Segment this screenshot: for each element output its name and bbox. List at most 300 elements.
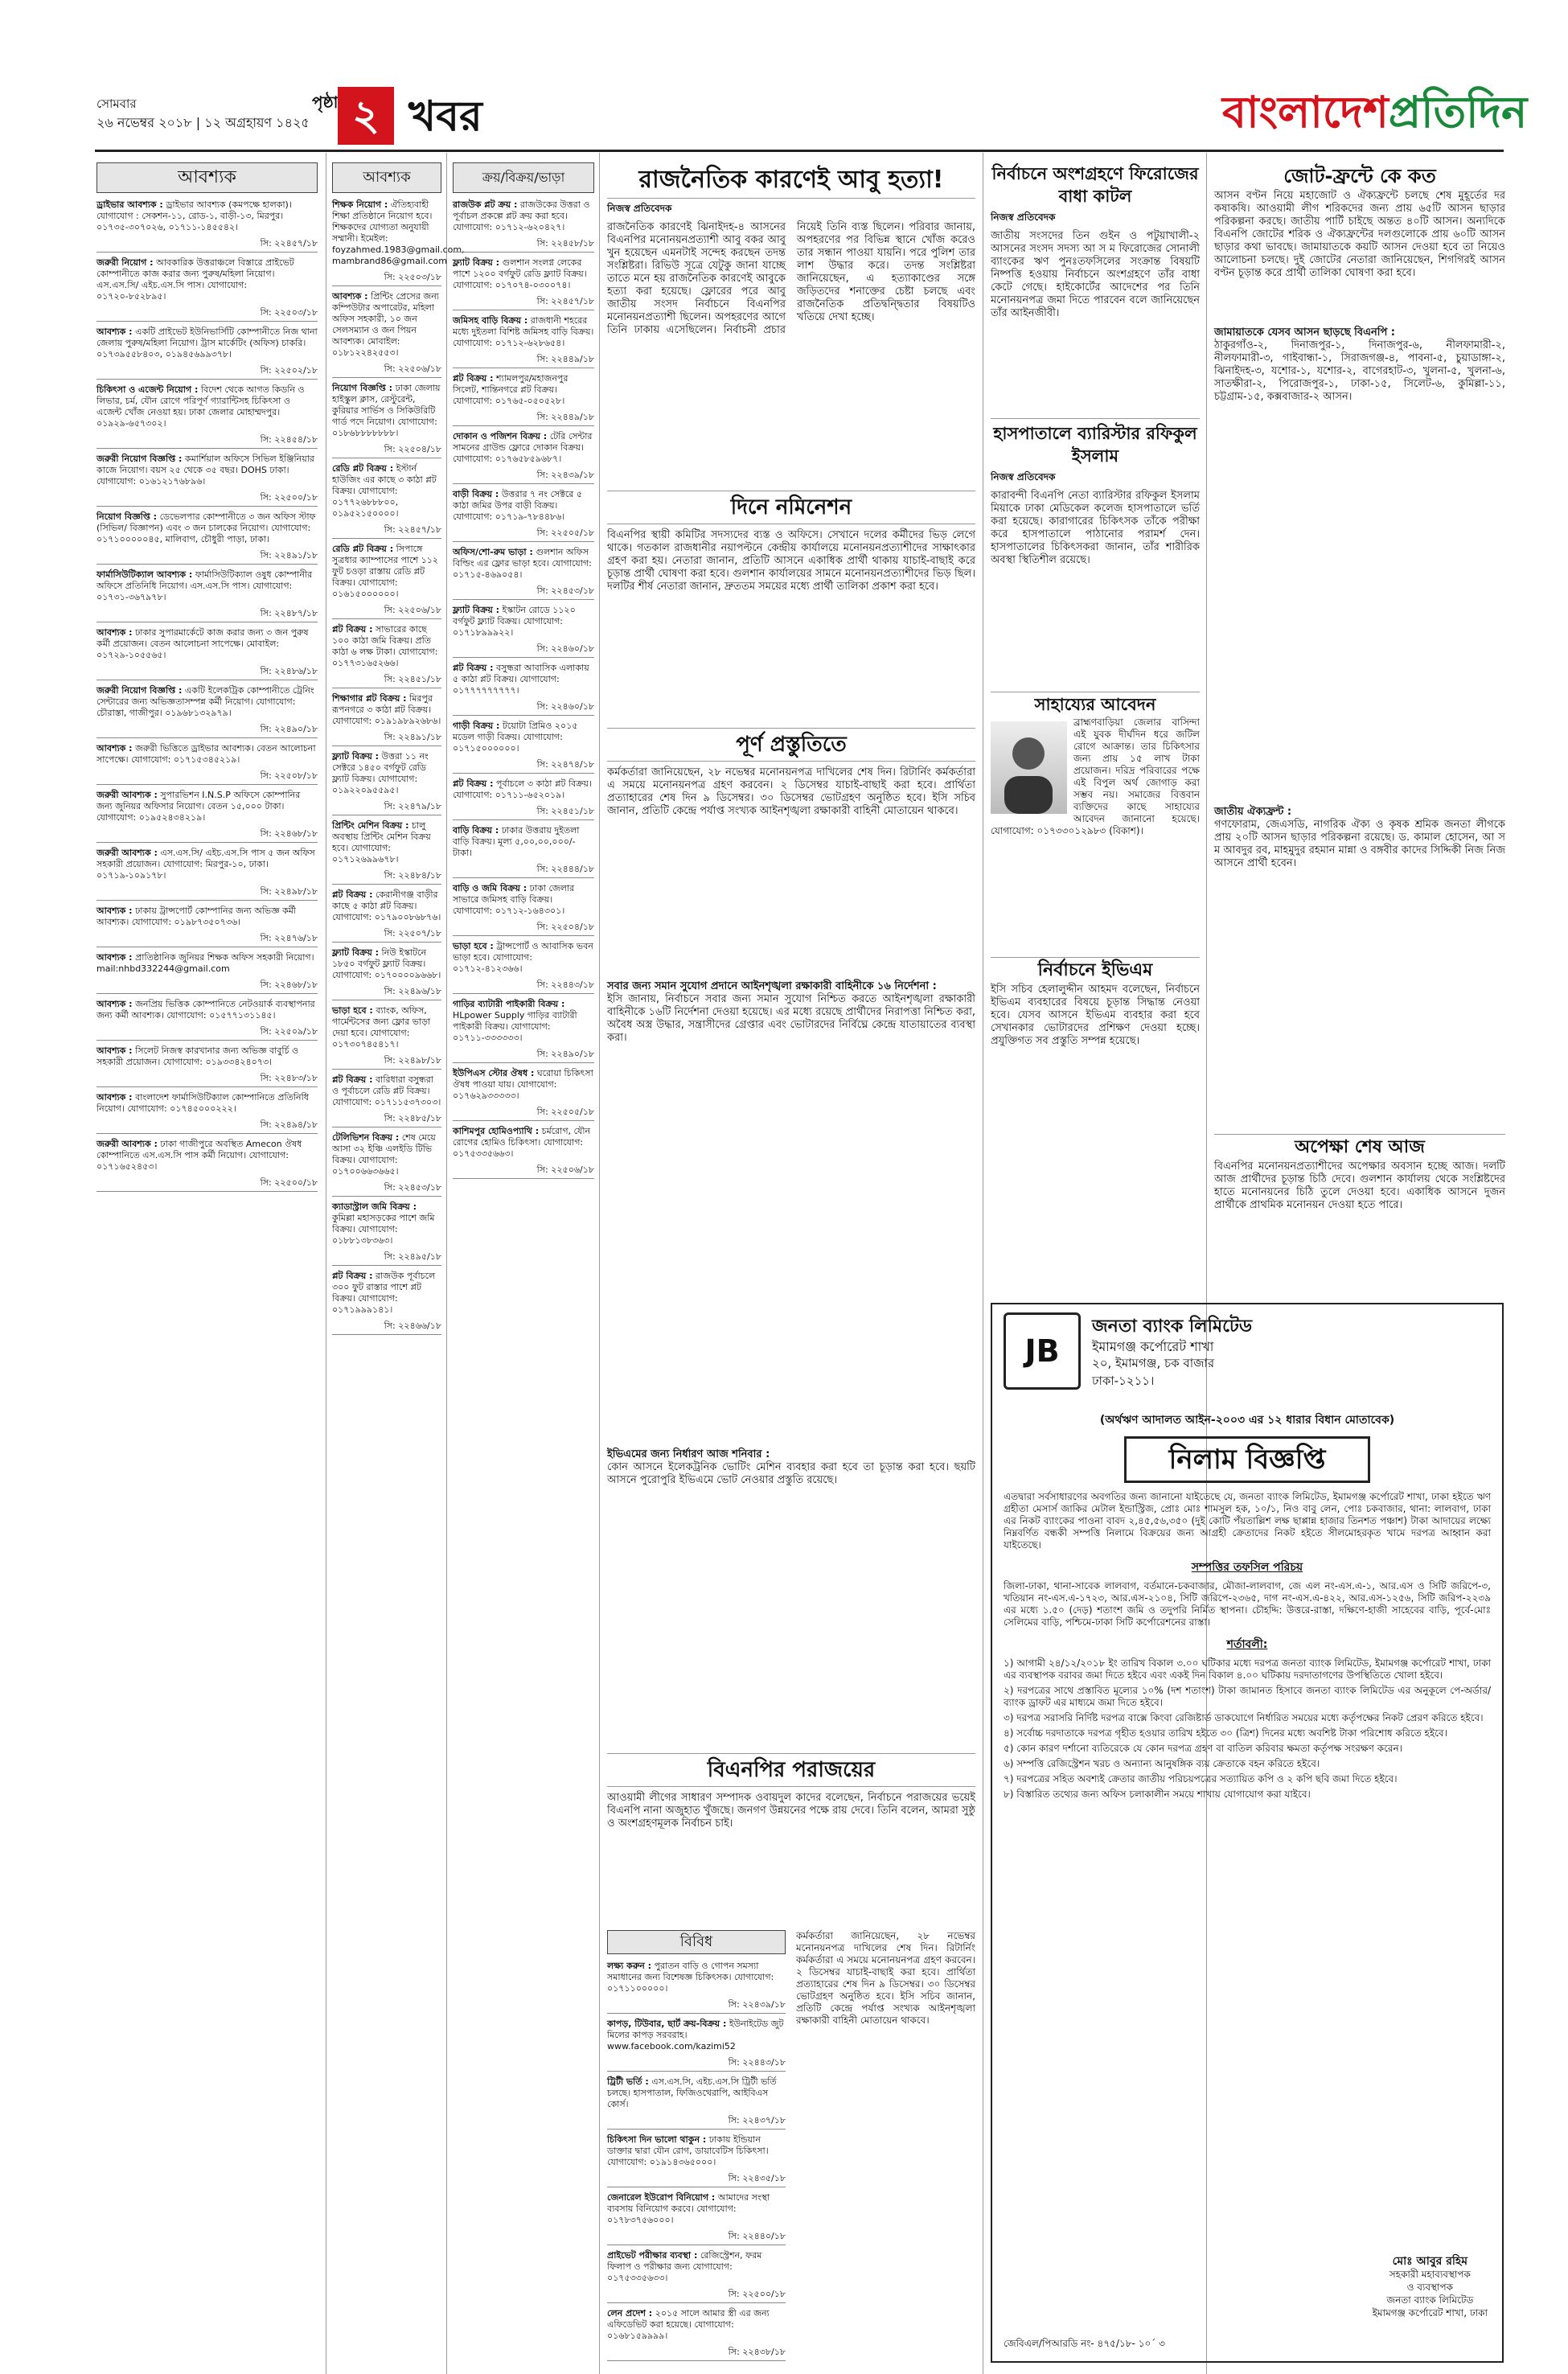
classified-ad-ref: সি: ২২৫০২/১৮	[96, 365, 318, 380]
classified-ad	[453, 883, 594, 917]
classified-column-2	[332, 162, 465, 2366]
classified-ad-title: জরুরী নিয়োগ বিজ্ঞপ্তি :	[96, 685, 183, 696]
classified-ad	[332, 463, 441, 520]
article-remnant	[796, 1930, 975, 2364]
classified-ad-text: ঐতিহ্যবাহী শিক্ষা প্রতিষ্ঠানে নিয়োগ হবে। শিক্ষকদের যোগ্যতা অনুযায়ী সম্মানী। ইমেইল: foyzahmed.1983@gmail.com, mambrand86@gmail.com	[332, 199, 465, 266]
classified-ad-title: টেলিভিশন বিক্রয় :	[332, 1132, 400, 1143]
classified-ad-text: ব্যাংক, অফিস, গার্মেন্টসের জন্য ফ্লোর ভাড়া দেয়া হবে। যোগাযোগ: ০১৭৩০৭৪৫৪১৭।	[332, 1005, 431, 1049]
classified-ad-ref: সি: ২২৫০৫/১৮	[453, 1107, 594, 1121]
classified-ad-title: গাড়ী বিক্রয় :	[453, 721, 500, 731]
article-body: আসন বণ্টন নিয়ে মহাজোট ও ঐক্যফ্রন্টে চলছে শেষ মুহূর্তের দর কষাকষি। আওয়ামী লীগ শরিকদের জন্য প্রায় ৬৫টি আসন ছাড়ার পরিকল্পনা করছে। জাতীয় পার্টি চাইছে অন্তত ৪০টি আসন। অন্যদিকে বিএনপি জোটের শরিক ও ঐক্যফ্রন্টের দলগুলোকে প্রায় ৬০টি আসন ছাড়ার কথা ভাবছে। জামায়াতকে কয়টি আসন দেওয়া হবে তা নিয়েও আলোচনা চলছে। দুই জোটের নেতারা জানিয়েছেন, শিগগিরই আসন বণ্টন চূড়ান্ত করে প্রার্থী তালিকা ঘোষণা করা হবে।	[1214, 190, 1505, 279]
classified-ad	[332, 693, 441, 727]
classified-ad-text: প্রাতিষ্ঠানিক জুনিয়র শিক্ষক অফিস সহকারী নিয়োগ। mail:nhbd332244@gmail.com	[96, 952, 314, 974]
classified-ad-title: রেডি প্লট বিক্রয় :	[332, 463, 394, 474]
byline: নিজস্ব প্রতিবেদক	[991, 212, 1056, 223]
classified-ad-title: জরুরী আবশ্যক :	[96, 848, 158, 858]
classified-ad-text: উত্তরা ১১ নং সেক্টরে ১৪৫০ বর্গফুট রেডি ফ্ল্যাট বিক্রয়। যোগাযোগ: ০১৯২২০৯৫৫৯৫।	[332, 751, 429, 795]
bank-logo	[1004, 1312, 1081, 1390]
article-rafiqul	[991, 418, 1200, 691]
page-label: পৃষ্ঠা	[312, 92, 339, 112]
classified-ad	[453, 199, 594, 233]
classified-ad-text: রাজউকের উত্তরা ও পূর্বাচল প্রকল্পে প্লট ক্রয় করা হবে। যোগাযোগ: ০১৭১২-৬২০৪২৭।	[453, 199, 590, 232]
law-reference: (অর্থঋণ আদালত আইন-২০০৩ এর ১২ ধারার বিধান মোতাবেক)	[1099, 1414, 1395, 1427]
classified-ad-ref: সি: ২২৪৫৭/১৮	[453, 296, 594, 310]
auction-notice-ad	[991, 1303, 1504, 2363]
classified-ad-text: উত্তরার ৭ নং সেক্টরে ৫ কাঠা জমির উপর বাড়ী বিক্রয়। যোগাযোগ: ০১৭১৯-৭৮৪৪৮৬।	[453, 489, 582, 522]
classified-ad-text: ঢাকায় ট্রান্সপোর্ট কোম্পানির জন্য অভিজ্ঞ কর্মী আবশ্যক। যোগাযোগ: ০১৯৮৭৩৫০৭৩৬।	[96, 906, 297, 927]
classified-ad	[96, 952, 318, 975]
classified-ad	[96, 627, 318, 661]
term-item: ৮) বিস্তারিত তথ্যের জন্য অফিস চলাকালীন সময়ে শাখায় যোগাযোগ করা যাইবে।	[1004, 1789, 1311, 1800]
classified-ad-ref: সি: ২২৪৬০/১৮	[453, 701, 594, 716]
article-body: রাজনৈতিক কারণেই ঝিনাইদহ-৪ আসনের বিএনপির মনোনয়নপ্রত্যাশী আবু বকর আবু খুন হয়েছেন এমনটাই সন্দেহ করছেন তদন্ত সংশ্লিষ্টরা। রিভিউ সূত্রে যেটুকু জানা যাচ্ছে তাতে মনে হয় রাজনৈতিক কারণেই আবুকে হত্যা করা হয়েছে। ফ্লোরের পরে আবু জাতীয় সংসদ নির্বাচনে বিএনপির মনোনয়নপ্রত্যাশী ছিলেন। অপহরণের আগে তিনি ঢাকায় এসেছিলেন। নির্বাচনী প্রচার নিয়েই তিনি ব্যস্ত ছিলেন। পরিবার জানায়, অপহরণের পর বিভিন্ন স্থানে খোঁজ করেও তার সন্ধান পাওয়া যায়নি। পরে পুলিশ তার লাশ উদ্ধার করে। তদন্ত সংশ্লিষ্টরা জানিয়েছেন, এ হত্যাকাণ্ডের সঙ্গে জড়িতদের শনাক্তের চেষ্টা চলছে এবং রাজনৈতিক প্রতিদ্বন্দ্বিতার বিষয়টিও খতিয়ে দেখা হচ্ছে।	[607, 221, 975, 336]
classified-ad-title: বাড়ি বিক্রয় :	[453, 825, 499, 836]
article-body: কর্মকর্তারা জানিয়েছেন, ২৮ নভেম্বর মনোনয়নপত্র দাখিলের শেষ দিন। রিটার্নিং কর্মকর্তারা এ সময়ে মনোনয়নপত্র গ্রহণ করবেন। ২ ডিসেম্বর যাচাই-বাছাই করা হবে। প্রার্থিতা প্রত্যাহারের শেষ দিন ৯ ডিসেম্বর। ৩০ ডিসেম্বর ভোটগ্রহণ অনুষ্ঠিত হবে। ইসি সচিব জানান, প্রতিটি কেন্দ্রে পর্যাপ্ত সংখ্যক আইনশৃঙ্খলা রক্ষাকারী বাহিনী মোতায়েন থাকবে।	[796, 1930, 975, 2026]
article-firoz	[991, 162, 1200, 431]
terms-list	[1004, 1657, 1491, 1801]
brand-logo	[1222, 80, 1527, 145]
article-body: জাতীয় সংসদের তিন গুইন ও পটুয়াখালী-২ আসনের সংসদ সদস্য আ স ম ফিরোজের সোনালী ব্যাংকের ঋণ পুনঃতফসিলের সংক্রান্ত বিষয়টি নিষ্পত্তি হওয়ায় নির্বাচনে অংশগ্রহণে তাঁর বাধা কেটে গেছে। হাইকোর্টের আদেশের পর তিনি মনোনয়নপত্র জমা দিতে পারবেন বলে জানিয়েছেন তাঁর আইনজীবী।	[991, 230, 1200, 319]
headline-rafiqul: হাসপাতালে ব্যারিস্টার রফিকুল ইসলাম	[991, 418, 1200, 467]
classified-ad-ref: সি: ২২৪৯১/১৮	[332, 732, 441, 746]
classified-ad	[607, 2076, 786, 2110]
signer-title: সহকারী মহাব্যবস্থাপক	[1389, 2269, 1471, 2280]
classified-ad-ref: সি: ২২৪৫৩/১৮	[453, 585, 594, 600]
classified-ad-title: জেনারেল ইউরোপ বিনিয়োগ :	[607, 2192, 716, 2203]
headline-alliance: জোট-ফ্রন্টে কে কত	[1283, 165, 1436, 187]
classified-ad-text: জরুরী ভিত্তিতে ড্রাইভার আবশ্যক। বেতন আলোচনা সাপেক্ষে। যোগাযোগ: ০১৭১৫৩৪৫২১৯।	[96, 743, 316, 765]
bank-address-1: ২০, ইমামগঞ্জ, চক বাজার	[1092, 1356, 1215, 1370]
classified-ad	[453, 999, 594, 1044]
classified-ad-ref: সি: ২২৫০৬/১৮	[332, 605, 441, 619]
classified-ad-text: জনপ্রিয় ভিত্তিক কোম্পানিতে নেটওয়ার্ক ব্যবস্থাপনার জন্য কর্মী আবশ্যক। যোগাযোগ: ০১৫৭৭১৩১১৪৫।	[96, 999, 315, 1021]
auction-intro: এতদ্বারা সর্বসাধারণের অবগতির জন্য জানানো যাইতেছে যে, জনতা ব্যাংক লিমিটেড, ইমামগঞ্জ কর্পোরেট শাখা, ঢাকা হইতে ঋণ গ্রহীতা মেসার্স জাকির মেটাল ইন্ডাস্ট্রিজ, প্রোঃ মোঃ শামসুল হক, ১০/১, নিও বাবু লেন, পোঃ চকবাজার, থানা: লালবাগ, ঢাকা এর নিকট ব্যাংকের পাওনা বাবদ ২,৪৫,৫৬,৩৫০ (দুই কোটি পঁয়তাল্লিশ লক্ষ ছাপ্পান্ন হাজার তিনশত পঞ্চাশ) টাকা আদায়ের লক্ষ্যে নিম্নবর্ণিত বন্ধকী সম্পত্তি নিলামে বিক্রয়ের জন্য আগ্রহী ক্রেতাদের নিকট হইতে সীলমোহরকৃত খামে দরপত্র আহ্বান করা যাইতেছে।	[1004, 1491, 1491, 1550]
classified-ad-text: ফার্মাসিউটিক্যাল ওষুধ কোম্পানীর অফিসে প্রতিনিধি নিয়োগ। এস.এস.সি পাস। যোগাযোগ: ০১৭৩১-৩৬৭৯৭৮।	[96, 569, 313, 602]
classified-ad-text: রেজিস্ট্রেশন, ফরম ফিলাপ ও পরীক্ষার জন্য যোগাযোগ: ০১৭৫৩৩৫৬৩৩।	[607, 2250, 762, 2283]
classified-ad-ref: সি: ২২৪৩৯/১৮	[453, 470, 594, 484]
classified-ad-title: চিকিৎসা দিন ভালো থাকুন :	[607, 2134, 707, 2145]
classified-column-4	[607, 1930, 786, 2364]
classified-ad-ref: সি: ২২৪৯৪/১৮	[96, 1119, 318, 1134]
signer-title: ও ব্যবস্থাপক	[1406, 2282, 1454, 2293]
article-body: কোন আসনে ইলেকট্রনিক ভোটিং মেশিন ব্যবহার করা হবে তা চূড়ান্ত করা হবে। ছয়টি আসনে পুরোপুরি ইভিএমে ভোট নেওয়ার প্রস্তুতি রয়েছে।	[607, 1461, 975, 1486]
ad-footer-code: জেবিএল/পিআরডি নং- ৪৭৫/১৮- ১০´ ৩	[1004, 2338, 1165, 2349]
classified-ad-title: লেন প্রদেশ :	[607, 2308, 653, 2319]
classified-ad	[453, 941, 594, 975]
classified-ad-ref: সি: ২২৫০৪/১৮	[453, 922, 594, 936]
classified-ad-text: একটি প্রাইভেট ইউনিভার্সিটি কোম্পানীতে নিজ থানা জেলায় পুরুষ/মহিলা নিয়োগ। ট্রাস মার্কেটিং (অফিস) চাকরি। ০১৭৩৯৫৫৮৪০৩, ০১৯৪৫৬৯৯৩৭৮।	[96, 327, 318, 359]
classified-ad-ref: সি: ২২৪৮৫/১৮	[332, 1113, 441, 1127]
classified-ad-title: ইউপিএস স্টোর ঔষধ :	[453, 1068, 535, 1078]
classified-ad-ref: সি: ২২৪৬৮/১৮	[96, 980, 318, 994]
classified-ad	[332, 889, 441, 923]
classified-ad-text: ড্রাইভার আবশ্যক (কমপক্ষে হালকা)। যোগাযোগ : সেকশন-১১, রোড-১, বাড়ী-১৩, মিরপুর। ০১৭৩৫-৩০৭০২৬, ০১৭১১-১৪৫৫৪২।	[96, 199, 292, 232]
classified-ad-ref: সি: ২২৪৮৭/১৮	[96, 608, 318, 622]
classified-ad-title: আবশ্যক :	[96, 1045, 133, 1056]
classified-ad	[96, 569, 318, 603]
classified-ad-ref: সি: ২২৪৯৫/১৮	[332, 1251, 441, 1266]
classified-ad-title: কাপড়, টিউবার, ছার্ট ক্রয়-বিক্রয় :	[607, 2019, 727, 2029]
classified-ad-text: মিরপুর রূপনগরে ৩ কাঠা প্লট বিক্রয়। যোগাযোগ: ০১৯১৯৮৯২৬৮৬।	[332, 693, 441, 726]
term-item: ১) আগামী ২৪/১২/২০১৮ ইং তারিখ বিকাল ৩.০০ ঘটিকার মধ্যে দরপত্র জনতা ব্যাংক লিমিটেড, ইমামগঞ্জ কর্পোরেট শাখা, ঢাকা এর ব্যবস্থাপক বরাবর জমা দিতে হইবে এবং একই দিন বিকাল ৪.০০ ঘটিকায় দরদাতাগণের উপস্থিতিতে খোলা হইবে।	[1004, 1657, 1491, 1681]
classified-list	[453, 199, 594, 1179]
term-item: ৫) কোন কারণ দর্শানো ব্যতিরেকে যে কোন দরপত্র গ্রহণ বা বাতিল করিবার ক্ষমতা কর্তৃপক্ষ সংরক্ষণ করেন।	[1004, 1743, 1402, 1754]
article-body: বিএনপির মনোনয়নপ্রত্যাশীদের অপেক্ষার অবসান হচ্ছে আজ। দলটি আজ প্রার্থীদের চূড়ান্ত চিঠি দেবে। গুলশান কার্যালয় থেকে সংশ্লিষ্টদের হাতে মনোনয়নের চিঠি তুলে দেওয়া হবে। একাধিক আসনে দুজন প্রার্থীকে প্রাথমিক মনোনয়ন দেওয়া হতে পারে।	[1214, 1160, 1505, 1211]
classified-ad-ref: সি: ২২৪৯৮/১৮	[96, 886, 318, 901]
article-nomination	[607, 491, 975, 738]
headline-evm: নির্বাচনে ইভিএম	[991, 957, 1200, 984]
classified-ad-ref: সি: ২২৪৫৩/১৮	[332, 1182, 441, 1197]
classified-ad-title: আবশ্যক :	[96, 952, 133, 963]
page-number: ২	[352, 92, 380, 140]
bank-header	[1004, 1312, 1491, 1407]
article-subhead: জাতীয় ঐক্যফ্রন্ট :	[1214, 806, 1292, 818]
classified-ad	[453, 1068, 594, 1102]
schedule-title: সম্পত্তির তফসিল পরিচয়	[1191, 1561, 1303, 1574]
classified-ad-text: ডেভেলপার কোম্পানীতে ৩ জন অফিস স্টাফ (সিভিল/ বিজ্ঞাপন) এবং ৩ জন চালকের নিয়োগ। যোগাযোগ: ০১৭১০০০০০৪৫, মালিবাগ, চৌধুরী পাড়া, ঢাকা।	[96, 511, 316, 544]
classified-ad-title: জরুরী আবশ্যক :	[96, 1139, 158, 1149]
classified-ad-ref: সি: ২২৪৪৩/১৮	[607, 2057, 786, 2072]
bank-address-2: ঢাকা-১২১১।	[1092, 1374, 1155, 1388]
column-divider	[446, 153, 447, 2374]
classified-ad-ref: সি: ২২৪৩৮/১৮	[607, 2347, 786, 2361]
classified-ad-text: বসুন্ধরা আবাসিক এলাকায় ৫ কাঠা প্লট বিক্রয়। যোগাযোগ: ০১৭৭৭৭৭৭৭৭৭।	[453, 663, 589, 696]
classified-ad-title: গাড়ির ব্যাটারী পাইকারী বিক্রয় :	[453, 999, 565, 1009]
classified-ad-title: আবশ্যক :	[96, 627, 133, 638]
term-item: ২) দরপত্রের সাথে প্রস্তাবিত মূল্যের ১০% (দশ শতাংশ) টাকা জামানত হিসাবে জনতা ব্যাংক লিমিটেড এর অনুকূলে পে-অর্ডার/ব্যাংক ড্রাফট এর মাধ্যমে জমা দিতে হইবে।	[1004, 1685, 1491, 1708]
classified-ad-title: শিক্ষাগার প্লট বিক্রয় :	[332, 693, 407, 704]
masthead	[0, 0, 1568, 153]
classified-ad-text: নিউ ইস্কাটনে ১৮৫০ বর্গফুট ফ্ল্যাট বিক্রয়। যোগাযোগ: ০১৭০০০০৯৬৬৮।	[332, 947, 441, 980]
classified-ad-ref: সি: ২২৪৯৬/১৮	[332, 986, 441, 1000]
classified-ad-title: ভাড়া হবে :	[453, 941, 494, 951]
classified-ad-text: টেরি সেন্টার সামনের গ্রাউন্ড ফ্লোরে দোকান বিক্রয়। যোগাযোগ: ০১৭৬৫৮৫৯৬৮৭।	[453, 431, 593, 464]
classified-header: আবশ্যক	[332, 162, 441, 193]
classified-ad-title: ফ্ল্যাট বিক্রয় :	[332, 947, 380, 958]
classified-ad-ref: সি: ২২৪৬০/১৮	[453, 643, 594, 658]
classified-ad-ref: সি: ২২৪৭৯/১৮	[332, 801, 441, 815]
classified-ad-text: আমাদের সংস্থা ব্যবসায় বিনিয়োগ করবে। যোগাযোগ: ০১৭৮৩৭৫৬০০০।	[607, 2192, 770, 2225]
classified-ad-text: ইস্টার্ন হাউজিং এর কাছে ৩ কাঠা প্লট বিক্রয়। যোগাযোগ: ০১৭৭২৬৮৮৮০০, ০১৯৫২১৫০০০০।	[332, 463, 437, 519]
classified-ad-title: জরুরী আবশ্যক :	[96, 790, 158, 800]
classified-ad	[332, 624, 441, 669]
classified-ad	[332, 291, 441, 359]
classified-ad-title: আবশ্যক :	[96, 327, 133, 337]
classified-ad	[96, 257, 318, 302]
classified-ad	[453, 663, 594, 696]
classified-list	[96, 199, 318, 1192]
classified-ad-title: আবশ্যক :	[96, 906, 133, 916]
classified-ad-text: ঘরোয়া চিকিৎসা ঔষধ পাওয়া যায়। যোগাযোগ: ০১৭৬২৯৩৩৩৩৩।	[453, 1068, 593, 1101]
classified-ad-title: নিয়োগ বিজ্ঞপ্তি :	[332, 383, 393, 393]
classified-ad-text: সিপাঙ্গে সুত্রধার ক্যাম্পাসের পাশে ১১২ ফুট চওড়া রাস্তায় রেডি প্লট বিক্রয়। যোগাযোগ: ০১৬১৫০০০০০০।	[332, 544, 439, 599]
classified-ad-text: প্রিন্টিং প্রেসের জন্য কম্পিউটার অপারেটর, মহিলা অফিস সহকারী, ১০ জন সেলসম্যান ও জন পিয়ন আবশ্যক। মোবাইল: ০১৮১২২৪২৫৫৩।	[332, 291, 439, 358]
classified-ad	[332, 1132, 441, 1177]
page-number-box	[338, 87, 394, 145]
byline: নিজস্ব প্রতিবেদক	[991, 471, 1056, 483]
classified-ad	[332, 544, 441, 600]
classified-ad-text: ঢাকায় ইন্ডিয়ান ডাক্তার দ্বারা যৌন রোগ, ডায়াবেটিস চিকিৎসা। যোগাযোগ: ০১৯১৪৩৬৫০০০।	[607, 2134, 769, 2167]
classified-ad-ref: সি: ২২৫০৯/১৮	[96, 1026, 318, 1041]
classified-ad-ref: সি: ২২৫০০/১৮	[607, 2289, 786, 2303]
classified-ad	[96, 1139, 318, 1173]
auction-title: নিলাম বিজ্ঞপ্তি	[1168, 1444, 1326, 1476]
classified-ad	[96, 848, 318, 881]
terms-title: শর্তাবলী:	[1226, 1638, 1268, 1651]
classified-ad-title: শিক্ষক নিয়োগ :	[332, 199, 388, 210]
classified-ad-text: চর্মরোগ, যৌন রোগের হোমিও চিকিৎসা। যোগাযোগ: ০১৭৫৩৩৫৬৬৩।	[453, 1126, 591, 1159]
term-item: ৭) দরপত্রের সহিত অবশ্যই ক্রেতার জাতীয় পরিচয়পত্রের সত্যায়িত কপি ও ২ কপি ছবি জমা দিতে হইবে।	[1004, 1773, 1398, 1785]
classified-ad	[453, 547, 594, 581]
classified-ad-text: ঢাকার সুপারমার্কেটে কাজ করার জন্য ৩ জন পুরুষ কর্মী প্রয়োজন। বেতন আলোচনা সাপেক্ষে। মোবাইল: ০১৭২৯-১০৫৫৬৫।	[96, 627, 309, 660]
article-body: ইসি সচিব হেলালুদ্দীন আহমদ বলেছেন, নির্বাচনে ইভিএম ব্যবহারের বিষয়ে চূড়ান্ত সিদ্ধান্ত নেওয়া হবে। যেসব আসনে ইভিএম ব্যবহার করা হবে সেখানকার ভোটারদের প্রশিক্ষণ দেওয়া হচ্ছে। প্রযুক্তিগত সব প্রস্তুতি সম্পন্ন হয়েছে।	[991, 984, 1200, 1047]
headline-waiting: অপেক্ষা শেষ আজ	[1214, 1134, 1505, 1160]
classified-ad-ref: সি: ২২৫০০/১৮	[96, 492, 318, 507]
classified-ad	[96, 790, 318, 824]
classified-ad	[453, 721, 594, 754]
article-subhead: সবার জন্য সমান সুযোগ প্রদানে আইনশৃঙ্খলা রক্ষাকারী বাহিনীকে ১৬ নির্দেশনা :	[607, 980, 937, 992]
classified-ad	[453, 605, 594, 639]
signer-name: মোঃ আবুর রহিম	[1392, 2255, 1468, 2268]
classified-ad-text: একটি ইলেকট্রিক কোম্পানীতে ট্রেনিং সেন্টারের জন্য অভিজ্ঞতাসম্পন্ন কর্মী নিয়োগ। যোগাযোগ: চৌরাস্তা, গাজীপুর। ০১৯৬৮১৩২৯৭৯।	[96, 685, 314, 718]
classified-ad	[96, 685, 318, 719]
classified-ad	[607, 2308, 786, 2342]
classified-ad-text: শ্যামলপুর/মহাজনপুর সিলেট, শান্তিনগরে প্লট বিক্রয়। যোগাযোগ: ০১৭৬৫-০৫০৫২৮।	[453, 373, 569, 406]
person-photo	[991, 721, 1067, 814]
classified-ad	[453, 778, 594, 801]
article-alliance	[1214, 162, 1505, 1116]
classified-ad-ref: সি: ২২৫০৬/১৮	[453, 1164, 594, 1179]
classified-column-1	[96, 162, 318, 2366]
classified-ad-title: জমিসহ বাড়ি বিক্রয় :	[453, 315, 528, 326]
classified-ad-title: প্লট বিক্রয় :	[332, 889, 373, 900]
classified-ad-text: সাভারের কাছে ১০০ কাঠা জমি বিক্রয়। প্রতি কাঠা ৬ লক্ষ টাকা। যোগাযোগ: ০১৭৭৩১৬৫২৬৬।	[332, 624, 438, 668]
classified-ad-ref: সি: ২২৪৮৬/১৮	[96, 666, 318, 680]
classified-ad-title: ভাড়া হবে :	[332, 1005, 373, 1016]
classified-ad-text: সুপারভিশন I.N.S.P অফিসে কোম্পানির জন্য জুনিয়র অফিসার নিয়োগ। বেতন ১৫,০০০ টাকা। যোগাযোগ: ০১৯৫২৪৩৪২১৯।	[96, 790, 301, 823]
article-body: ইসি জানায়, নির্বাচনে সবার জন্য সমান সুযোগ নিশ্চিত করতে আইনশৃঙ্খলা রক্ষাকারী বাহিনীকে ১৬টি নির্দেশনা দেওয়া হয়েছে। এর মধ্যে রয়েছে প্রার্থীদের নিরাপত্তা নিশ্চিত করা, অবৈধ অস্ত্র উদ্ধার, সন্ত্রাসীদের গ্রেপ্তার এবং ভোটারদের নির্বিঘ্নে কেন্দ্রে যাতায়াতের ব্যবস্থা করা।	[607, 993, 975, 1044]
classified-ad-title: ট্রিটী ভর্তি :	[607, 2076, 649, 2087]
classified-ad-text: HLpower Supply গাড়ির ব্যাটারী পাইকারী বিক্রয়। যোগাযোগ: ০১৭১১-৩৩৩৩৩৩।	[453, 1010, 577, 1043]
classified-ad	[96, 999, 318, 1021]
article-abu	[607, 162, 975, 487]
classified-ad-title: প্লট বিক্রয় :	[332, 1074, 373, 1085]
classified-ad	[96, 1045, 318, 1068]
classified-ad-text: টয়োটা প্রিমিও ২০১৫ মডেল গাড়ী বিক্রয়। যোগাযোগ: ০১৭১৫০০০০০০।	[453, 721, 578, 754]
classified-ad-title: জরুরী নিয়োগ :	[96, 257, 154, 268]
classified-ad-title: ড্রাইভার আবশ্যক :	[96, 199, 163, 210]
article-evm	[991, 957, 1200, 1193]
classified-ad-title: ফার্মাসিউটিক্যাল আবশ্যক :	[96, 569, 193, 580]
classified-ad	[332, 751, 441, 796]
classified-ad	[453, 257, 594, 291]
classified-ad-text: এস.এস.সি/ এইচ.এস.সি পাস ৫ জন অফিস সহকারী প্রয়োজন। যোগাযোগ: মিরপুর-১০, ঢাকা। ০১৭১৯-১০৯১৭৮।	[96, 848, 315, 881]
classified-header: ক্রয়/বিক্রয়/ভাড়া	[453, 162, 594, 193]
brand-part-a: বাংলাদেশ	[1222, 87, 1389, 138]
article-body: গণফোরাম, জেএসডি, নাগরিক ঐক্য ও কৃষক শ্রমিক জনতা লীগকে প্রায় ২০টি আসন ছাড়ার পরিকল্পনা রয়েছে। ড. কামাল হোসেন, আ স ম আবদুর রব, মাহমুদুর রহমান মান্না ও বঙ্গবীর কাদের সিদ্দিকী নিজ নিজ আসনে প্রার্থী হবেন।	[1214, 819, 1505, 869]
classified-ad-ref: সি: ২২৪৯০/১৮	[453, 1049, 594, 1063]
classified-ad	[607, 1961, 786, 1994]
classified-ad-title: ফ্ল্যাট বিক্রয় :	[332, 751, 380, 762]
classified-ad-title: আবশ্যক :	[96, 999, 133, 1009]
headline-help: সাহায্যের আবেদন	[991, 692, 1200, 717]
classified-ad-ref: সি: ২২৫০৪/১৮	[332, 444, 441, 458]
classified-ad-ref: সি: ২২৫০৬/১৮	[332, 363, 441, 378]
classified-ad	[332, 1271, 441, 1316]
classified-ad-ref: সি: ২২৪৭৪/১৮	[453, 759, 594, 774]
classified-ad-title: প্রিন্টিং মেশিন বিক্রয় :	[332, 820, 409, 831]
classified-ad-text: ট্রান্সপোর্ট ও আবাসিক ভবন ভাড়া হবে। যোগাযোগ: ০১৭১২-৪১২৩৬৬।	[453, 941, 593, 974]
classified-ad	[453, 315, 594, 349]
classified-ad-text: গুলশান অফিস বিল্ডিং এর ফ্লোর ভাড়া হবে। যোগাযোগ: ০১৭১৫-৪৬৯০৫৪।	[453, 547, 592, 580]
classified-ad-ref: সি: ২২৪৫৪/১৮	[96, 434, 318, 449]
classified-ad	[607, 2192, 786, 2226]
classified-ad-text: আবকারিক উত্তরাঞ্চলে বিস্তারে প্রাইভেট কোম্পানীতে কাজ করার জন্য পুরুষ/মহিলা নিয়োগ। এস.এস.সি/ এইচ.এস.সি পাস। যোগাযোগ: ০১৭২০-৮৫২৮৯৫।	[96, 257, 294, 302]
classified-ad-ref: সি: ২২৪৫৭/১৮	[332, 524, 441, 539]
classified-ad	[453, 1126, 594, 1160]
classified-ad-text: রাজধানী শহরের মধ্যে দুইতলা বিশিষ্ট জমিসহ বাড়ি বিক্রয়। যোগাযোগ: ০১৭১২-৬২৮৬৫৪।	[453, 315, 594, 348]
classified-ad-text: বারিধারা বসুন্ধরা ও পূর্বাচলে রেডি প্লট বিক্রয়। যোগাযোগ: ০১৭১১৫৩৭৩০৩।	[332, 1074, 441, 1107]
classified-ad-ref: সি: ২২৪৪৪/১৮	[453, 864, 594, 878]
term-item: ৪) সর্বোচ্চ দরদাতাকে দরপত্র গৃহীত হওয়ার তারিখ হইতে ৩০ (ত্রিশ) দিনের মধ্যে অবশিষ্ট টাকা পরিশোধ করিতে হইবে।	[1004, 1727, 1447, 1739]
classified-ad-ref: সি: ২২৪৪০/১৮	[607, 2231, 786, 2245]
classified-ad	[607, 2019, 786, 2052]
article-body: কর্মকর্তারা জানিয়েছেন, ২৮ নভেম্বর মনোনয়নপত্র দাখিলের শেষ দিন। রিটার্নিং কর্মকর্তারা এ সময়ে মনোনয়নপত্র গ্রহণ করবেন। ২ ডিসেম্বর যাচাই-বাছাই করা হবে। প্রার্থিতা প্রত্যাহারের শেষ দিন ৯ ডিসেম্বর। ৩০ ডিসেম্বর ভোটগ্রহণ অনুষ্ঠিত হবে। ইসি সচিব জানান, প্রতিটি কেন্দ্রে পর্যাপ্ত সংখ্যক আইনশৃঙ্খলা রক্ষাকারী বাহিনী মোতায়েন থাকবে।	[607, 766, 975, 817]
classified-ad-title: প্লট বিক্রয় :	[453, 373, 494, 384]
classified-ad-text: পুরাতন বাড়ি ও গোপন সমস্যা সমাধানের জন্য বিশেষজ্ঞ চিকিৎসক। যোগাযোগ: ০১৭১১০০০০০।	[607, 1961, 774, 1994]
classified-ad-ref: সি: ২২৪৫৭/১৮	[96, 238, 318, 253]
classified-ad	[96, 511, 318, 545]
classified-ad	[607, 2134, 786, 2168]
classified-ad	[96, 454, 318, 487]
classified-ad-text: সিলেট নিজস্ব কারখানার জন্য অভিজ্ঞ বাবুর্চি ও সহকারী প্রয়োজন। যোগাযোগ: ০১৯৩৩৪২৪০৭৩।	[96, 1045, 299, 1067]
article-waiting	[1214, 1134, 1505, 1289]
classified-ad-ref: সি: ২২৪৯১/১৮	[96, 550, 318, 565]
classified-ad	[453, 825, 594, 859]
classified-ad-title: ফ্ল্যাট বিক্রয় :	[453, 257, 500, 268]
classified-ad-title: নিয়োগ বিজ্ঞপ্তি :	[96, 511, 158, 522]
headline-nomination: দিনে নমিনেশন	[607, 491, 975, 524]
classified-ad-ref: সি: ২২৪৩৯/১৮	[607, 1999, 786, 2014]
headline-abu: রাজনৈতিক কারণেই আবু হত্যা!	[607, 162, 975, 199]
section-title: খবর	[408, 92, 482, 141]
signature-block	[1373, 2255, 1488, 2319]
column-divider	[599, 153, 600, 2374]
classified-ad-text: ২০১৫ সালে আমার স্ত্রী এর জন্য এফিডেভিট করা হয়েছে। যোগাযোগ: ০১৬৮১৫৯৯৯৯।	[607, 2308, 770, 2341]
classified-box-header: বিবিধ	[607, 1930, 786, 1954]
brand-part-b: প্রতিদিন	[1388, 87, 1528, 138]
classified-ad-ref: সি: ২২৪৫১/১৮	[453, 806, 594, 820]
classified-ad-text: শেষ মেয়ে আসা ৩২ ইঞ্চি এলইডি টিভি বিক্রয়। যোগাযোগ: ০১৭০০৬৬৩৬৬৫।	[332, 1132, 436, 1177]
classified-ad-ref: সি: ২২৫০০/১৮	[96, 1177, 318, 1192]
classified-ad-ref: সি: ২২৫০৩/১৮	[96, 307, 318, 322]
classified-ad-text: রাজউক পূর্বাচলে ৩০০ ফুট রাস্তার পাশে প্লট বিক্রয়। যোগাযোগ: ০১৭১৯৯৯১৪১।	[332, 1271, 436, 1315]
signer-title: জনতা ব্যাংক লিমিটেড	[1386, 2294, 1474, 2306]
classified-ad-title: ফ্ল্যাট বিক্রয় :	[453, 605, 500, 615]
classified-ad-ref: সি: ২২৪৪৯/১৮	[453, 354, 594, 368]
classified-ad-ref: সি: ২২৪৯৮/১৮	[332, 1055, 441, 1070]
classified-ad	[332, 1201, 441, 1247]
classified-ad	[607, 2250, 786, 2284]
article-subhead: ইভিএমের জন্য নির্ধারণ আজ শনিবার :	[607, 1448, 770, 1460]
classified-list	[607, 1961, 786, 2361]
classified-list	[332, 199, 465, 1335]
classified-ad-ref: সি: ২২৪৩৫/১৮	[607, 2173, 786, 2187]
classified-ad-ref: সি: ২২৪৫৮/১৮	[453, 238, 594, 253]
classified-ad-title: লক্ষ্য করুন :	[607, 1961, 652, 1971]
masthead-day: সোমবার	[96, 97, 137, 111]
classified-ad-title: ক্যাডাস্ট্রাল জমি বিক্রয় :	[332, 1201, 417, 1212]
classified-ad	[96, 199, 318, 233]
classified-ad	[453, 431, 594, 465]
classified-ad-ref: সি: ২২৫০৭/১৮	[332, 928, 441, 943]
classified-ad	[332, 383, 441, 439]
classified-ad-title: প্লট বিক্রয় :	[332, 1271, 373, 1281]
classified-ad-ref: সি: ২২৫০৮/১৮	[96, 770, 318, 785]
classified-ad-text: কমার্শিয়াল অফিসে সিভিল ইঞ্জিনিয়ার কাজে নিয়োগ। বয়স ২৫ থেকে ৩৫ বছর। DOHS ঢাকা। যোগাযোগ: ০১৬১২১৭৬৮৯৬।	[96, 454, 314, 487]
classified-ad-title: প্রাইভেট পরীক্ষার ব্যবস্থা :	[607, 2250, 698, 2261]
classified-ad-text: ঢাকা গাজীপুরে অবস্থিত Amecon ঔষধ কোম্পানিতে এস.এস.সি পাস কর্মী নিয়োগ। যোগাযোগ: ০১৭১৬৫২৪৫৩।	[96, 1139, 302, 1172]
classified-ad-ref: সি: ২২৪৪৯/১৮	[453, 412, 594, 426]
classified-ad-title: প্লট বিক্রয় :	[332, 624, 373, 635]
classified-ad	[332, 820, 441, 865]
classified-ad	[332, 947, 441, 981]
article-body: ব্রাহ্মণবাড়িয়া জেলার বাসিন্দা এই যুবক দীর্ঘদিন ধরে জটিল রোগে আক্রান্ত। তার চিকিৎসার জন্য প্রায় ১৫ লাখ টাকা প্রয়োজন। দরিদ্র পরিবারের পক্ষে এই বিপুল অর্থ জোগাড় করা সম্ভব নয়। সমাজের বিত্তবান ব্যক্তিদের কাছে সাহায্যের আবেদন জানানো হয়েছে। যোগাযোগ: ০১৭৩৩০১২৯৮৩ (বিকাশ)।	[991, 717, 1200, 836]
classified-ad	[96, 1092, 318, 1115]
classified-ad-ref: সি: ২২৫০৫/১৮	[453, 528, 594, 542]
classified-ad-text: গুলশান সংলগ্ন লেকের পাশে ১২০০ বর্গফুট রেডি ফ্ল্যাট বিক্রয়। যোগাযোগ: ০১৭০৭৪-০৩০০৭৪।	[453, 257, 587, 290]
classified-ad-text: এস.এস.সি, এইচ.এস.সি ট্রিটী ভর্তি চলছে। হাসপাতাল, ফিজিওথেরাপি, আইবিএস কোর্স।	[607, 2076, 777, 2109]
classified-ad-ref: সি: ২২৪৭৬/১৮	[96, 933, 318, 947]
classified-ad-title: বাড়ি ও জমি বিক্রয় :	[453, 883, 527, 893]
classified-ad-text: কেরানীগঞ্জ বাড়ীর কাছে ৫ কাঠা প্লট বিক্রয়। যোগাযোগ: ০১৭৯০০৮৬৮৭৬।	[332, 889, 441, 922]
classified-ad-text: ইউনাইটেড জুট মিলের কাপড় সরবরাহ। www.facebook.com/kazimi52	[607, 2019, 784, 2052]
classified-ad-ref: সি: ২২৪৮৪/১৮	[332, 870, 441, 885]
classified-ad-ref: সি: ২২৪৫১/১৮	[332, 674, 441, 688]
signer-title: ইমামগঞ্জ কর্পোরেট শাখা, ঢাকা	[1372, 2307, 1488, 2319]
classified-ad-text: বিদেশ থেকে আগত কিডনি ও লিভার, চর্ম, যৌন রোগে পরিপূর্ণ গ্যারান্টিসহ চিকিৎসা ও এজেন্ট খোঁজ নেওয়া হয়। ঢাকা জেলার মোহাম্মদপুর। ০১৯২৯-৬৫৭৩০২।	[96, 384, 305, 429]
classified-ad-ref: সি: ২২৪৮৩/১৮	[96, 1073, 318, 1087]
masthead-rule	[95, 150, 1504, 152]
classified-header: আবশ্যক	[96, 162, 318, 193]
schedule-text: জিলা-ঢাকা, থানা-সাবেক লালবাগ, বর্তমানে-চকবাজার, মৌজা-লালবাগ, জে এল নং-এস.এ-১, আর.এস ও সিটি জরিপে-৩, খতিয়ান নং-এস.এ-১৭২৩, আর.এস-২১০৪, সিটি জরিপে-২৩৬৫, দাগ নং-এস.এ-৪২২, আর.এস-১২৫৬, সিটি জরিপ-২২৩৯ এর মধ্যে ১.৫০ (দেড়) শতাংশ জমি ও তদুপরি নির্মিত স্থাপনা। চৌহদ্দি: উত্তরে-রাস্তা, দক্ষিণে-হাজী সাহেবের বাড়ি, পূর্বে-মোঃ সেলিমের বাড়ি, পশ্চিমে-ঢাকা সিটি কর্পোরেশনের রাস্তা।	[1004, 1580, 1491, 1628]
classified-ad-title: চিকিৎসা ও এজেন্ট নিয়োগ :	[96, 384, 199, 395]
term-item: ৬) সম্পত্তি রেজিস্ট্রেশন খরচ ও অন্যান্য আনুষঙ্গিক ব্যয় ক্রেতাকে বহন করিতে হইবে।	[1004, 1758, 1320, 1769]
article-help-appeal	[991, 692, 1200, 837]
headline-firoz: নির্বাচনে অংশগ্রহণে ফিরোজের বাধা কাটল	[991, 164, 1199, 206]
byline: নিজস্ব প্রতিবেদক	[607, 203, 672, 214]
classified-ad-title: আবশ্যক :	[96, 1092, 133, 1103]
classified-ad-text: ঢাকা জেলায় হাইস্কুল ক্লাস, রেস্টুরেন্ট, কুরিয়ার সার্ভিস ও সিকিউরিটি গার্ড পদে নিয়োগ। যোগাযোগ: ০১৮৬৮৮৮৮৮৮৮।	[332, 383, 441, 438]
article-preparation	[607, 728, 975, 1622]
classified-ad-title: আবশ্যক :	[332, 291, 368, 302]
classified-ad-text: ঢাকার উত্তরায় দুইতলা বাড়ি বিক্রয়। মূল্য ৫,০০,০০,০০০/- টাকা।	[453, 825, 580, 858]
classified-ad-title: কাশিমপুর হোমিওপ্যাথি :	[453, 1126, 540, 1136]
article-subhead: জামায়াতকে যেসব আসন ছাড়ছে বিএনপি :	[1214, 327, 1395, 339]
article-body: বিএনপির স্থায়ী কমিটির সদস্যদের ব্যস্ত ও অফিসে। সেখানে দলের কর্মীদের ভিড় লেগে থাকে। গতকাল রাজধানীর নয়াপল্টনে কেন্দ্রীয় কার্যালয়ে মনোনয়নপ্রত্যাশীদের সাক্ষাৎকার গ্রহণ করা হয়। নেতারা জানান, প্রতিটি আসনে একাধিক প্রার্থী থাকায় যাচাই-বাছাই করে চূড়ান্ত প্রার্থী ঘোষণা করা হবে। গুলশান কার্যালয়ের সামনে মনোনয়নপ্রত্যাশীদের ভিড় ছিল। দলটির শীর্ষ নেতারা জানান, দ্রুততম সময়ের মধ্যে প্রার্থী তালিকা প্রকাশ করা হবে।	[607, 529, 975, 593]
classified-ad	[96, 906, 318, 928]
headline-bnp-defeat: বিএনপির পরাজয়ের	[607, 1753, 975, 1787]
headline-preparation: পূর্ণ প্রস্তুতিতে	[607, 728, 975, 762]
auction-title-box	[1124, 1436, 1370, 1483]
classified-ad-title: বাড়ী বিক্রয় :	[453, 489, 499, 499]
article-body: কারাবন্দী বিএনপি নেতা ব্যারিস্টার রফিকুল ইসলাম মিয়াকে ঢাকা মেডিকেল কলেজ হাসপাতালে ভর্তি করা হয়েছে। কারাগারের চিকিৎসক তাঁকে পরীক্ষা করে হাসপাতালে পাঠানোর পরামর্শ দেন। হাসপাতালের চিকিৎসকরা জানান, তাঁর শারীরিক অবস্থা স্থিতিশীল রয়েছে।	[991, 490, 1200, 566]
classified-ad-ref: সি: ২২৪৬৮/১৮	[96, 828, 318, 843]
term-item: ৩) দরপত্র সরাসরি নির্দিষ্ট দরপত্র বাক্সে কিংবা রেজিষ্টার্ড ডাকযোগে নির্ধারিত সময়ের মধ্যে কর্তৃপক্ষের নিকট প্রেরণ করিতে হইবে।	[1004, 1712, 1484, 1723]
classified-ad-title: জরুরী নিয়োগ বিজ্ঞপ্তি :	[96, 454, 183, 464]
classified-ad-text: ইস্কাটন রোডে ১১২০ বর্গফুট ফ্ল্যাট বিক্রয়। যোগাযোগ: ০১৭১৮৯৯৯২২।	[453, 605, 576, 638]
classified-ad-ref: সি: ২২৫০৩/১৮	[332, 272, 441, 286]
